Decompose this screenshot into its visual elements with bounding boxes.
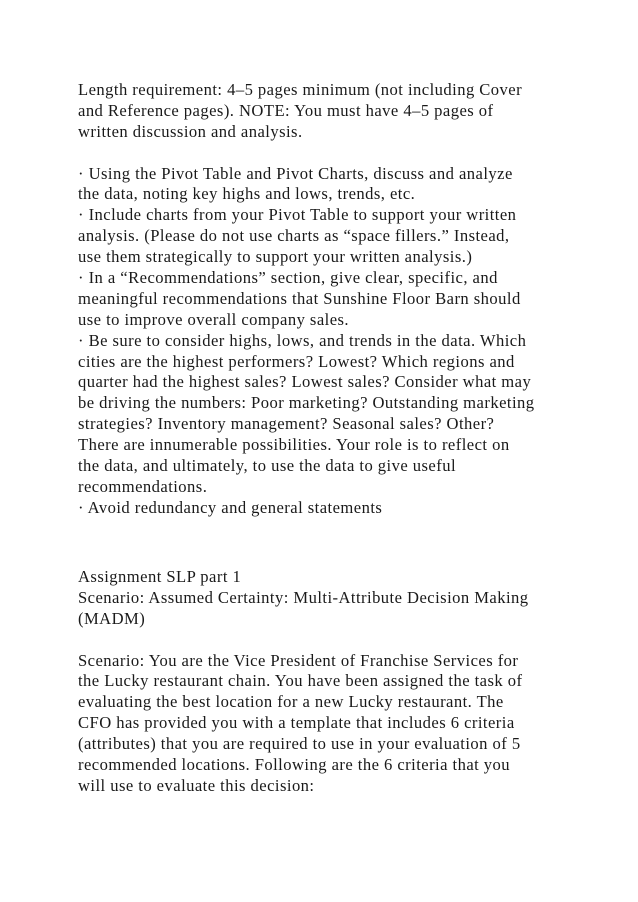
text-line: the data, and ultimately, to use the data to give useful <box>78 456 457 476</box>
text-line: · In a “Recommendations” section, give clear, specific, and <box>78 268 498 288</box>
text-line: evaluating the best location for a new Lucky restaurant. The <box>78 692 504 712</box>
text-line: There are innumerable possibilities. Your role is to reflect on <box>78 435 510 455</box>
blank-line <box>78 143 598 164</box>
text-line: Scenario: You are the Vice President of Franchise Services for <box>78 650 519 670</box>
text-line: CFO has provided you with a template that includes 6 criteria <box>78 713 515 733</box>
text-line: the Lucky restaurant chain. You have been assigned the task of <box>78 671 523 691</box>
text-line: · Include charts from your Pivot Table to support your written <box>78 205 517 225</box>
text-line: cities are the highest performers? Lowest? Which regions and <box>78 351 515 371</box>
requirements-section <box>78 80 598 519</box>
text-line: quarter had the highest sales? Lowest sales? Consider what may <box>78 372 532 392</box>
text-line: strategies? Inventory management? Seasonal sales? Other? <box>78 414 495 434</box>
text-line: recommended locations. Following are the 6 criteria that you <box>78 755 511 775</box>
text-line: and Reference pages). NOTE: You must have 4–5 pages of <box>78 100 494 120</box>
text-line: meaningful recommendations that Sunshine Floor Barn should <box>78 288 521 308</box>
text-line: will use to evaluate this decision: <box>78 775 315 795</box>
text-line: the data, noting key highs and lows, trends, etc. <box>78 184 416 204</box>
text-line: written discussion and analysis. <box>78 121 303 141</box>
text-line: (attributes) that you are required to use in your evaluation of 5 <box>78 734 521 754</box>
text-line: recommendations. <box>78 476 208 496</box>
text-line: (MADM) <box>78 608 146 628</box>
text-line: analysis. (Please do not use charts as “space fillers.” Instead, <box>78 226 510 246</box>
text-line: · Avoid redundancy and general statements <box>78 497 383 517</box>
text-line: · Using the Pivot Table and Pivot Charts, discuss and analyze <box>78 163 513 183</box>
blank-line <box>78 630 598 651</box>
text-line: use them strategically to support your written analysis.) <box>78 247 473 267</box>
text-line: be driving the numbers: Poor marketing? Outstanding marketing <box>78 393 535 413</box>
text-line: Scenario: Assumed Certainty: Multi-Attribute Decision Making <box>78 587 529 607</box>
text-line: use to improve overall company sales. <box>78 309 350 329</box>
text-line: Length requirement: 4–5 pages minimum (not including Cover <box>78 80 523 99</box>
assignment-section <box>78 567 598 797</box>
text-line: Assignment SLP part 1 <box>78 567 242 586</box>
text-line: · Be sure to consider highs, lows, and trends in the data. Which <box>78 330 527 350</box>
